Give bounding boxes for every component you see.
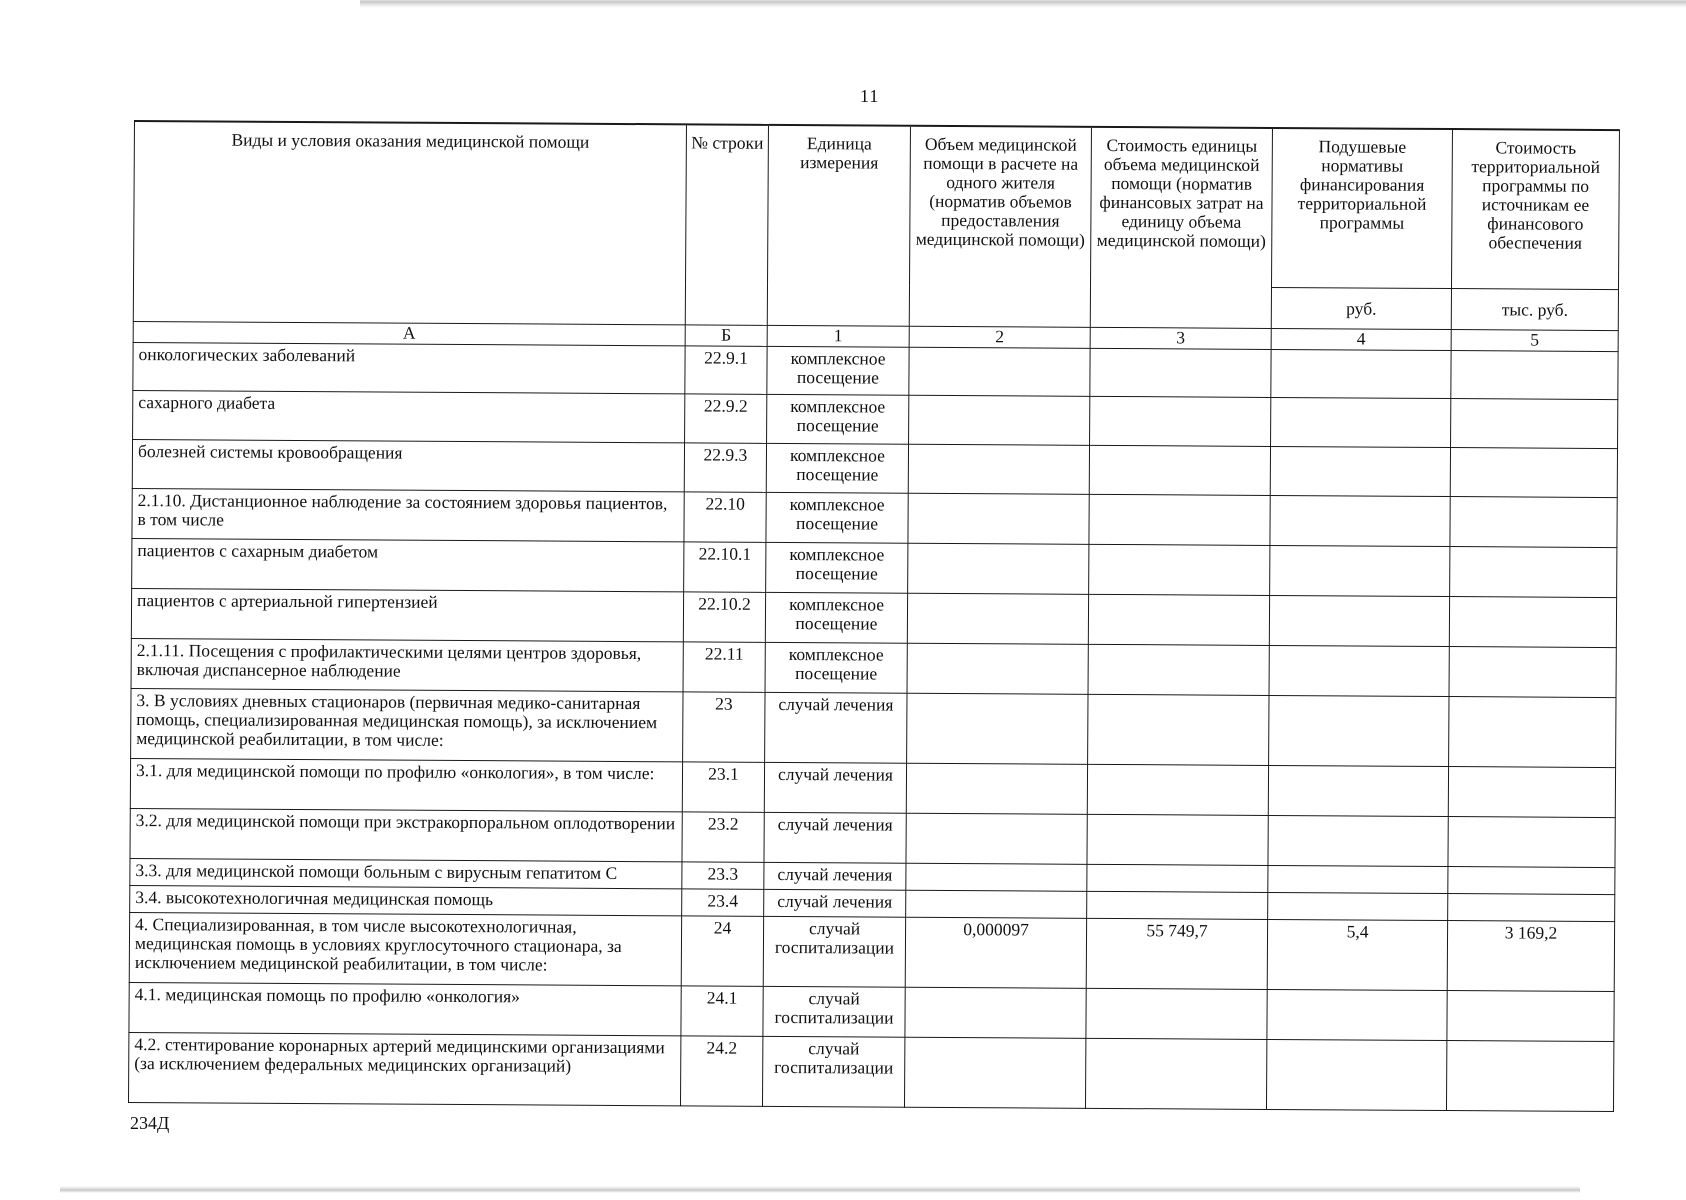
- row-per-capita: [1269, 645, 1449, 696]
- row-program-cost: [1449, 697, 1616, 768]
- column-index: А: [133, 321, 685, 345]
- row-line-number: 24: [681, 916, 763, 986]
- row-volume: [907, 643, 1088, 694]
- row-name: 2.1.10. Дистанционное наблюдение за состоянием здоровья пациентов, в том числе: [132, 488, 684, 541]
- row-per-capita: [1270, 495, 1450, 546]
- row-unit-cost: [1089, 544, 1270, 595]
- table-row: [131, 588, 1616, 647]
- header-row: [134, 121, 1620, 290]
- row-line-number: 22.9.1: [685, 346, 767, 395]
- table-row: [129, 912, 1614, 991]
- row-name: 3. В условиях дневных стационаров (первичная медико-санитарная помощь, специализированная медицинская помощь), за исключением медицинской реабилитации, в том числе:: [131, 688, 683, 761]
- row-unit: случай госпитализации: [762, 1036, 904, 1107]
- header-unit-cost: Стоимость единицы объема медицинской помощи (норматив финансовых затрат на единицу объема медицинской помощи): [1090, 127, 1272, 329]
- row-per-capita: [1271, 397, 1451, 447]
- row-unit: комплексное посещение: [767, 394, 909, 444]
- row-unit-cost: [1085, 1038, 1266, 1109]
- table-row: [132, 439, 1617, 497]
- row-program-cost: [1448, 894, 1615, 922]
- row-name: 3.2. для медицинской помощи при экстракорпоральном оплодотворении: [130, 808, 682, 861]
- page-number: 11: [860, 86, 880, 106]
- row-unit: случай лечения: [764, 812, 906, 863]
- row-volume: [907, 593, 1088, 644]
- row-program-cost: [1446, 1041, 1613, 1112]
- column-index: 5: [1451, 330, 1618, 352]
- document-code: 234Д: [130, 1113, 170, 1133]
- row-line-number: 22.11: [683, 642, 765, 692]
- row-name: 4.2. стентирование коронарных артерий медицинскими организациями (за исключением федеральных медицинских организаций): [128, 1032, 680, 1105]
- row-volume: [905, 987, 1086, 1038]
- row-unit: комплексное посещение: [765, 642, 907, 693]
- row-volume: [909, 395, 1090, 445]
- row-program-cost: [1448, 767, 1615, 818]
- row-per-capita: [1268, 815, 1448, 866]
- row-volume: [908, 493, 1089, 544]
- row-name: болезней системы кровообращения: [132, 439, 684, 491]
- row-unit: случай лечения: [764, 762, 906, 813]
- row-line-number: 24.2: [680, 1036, 762, 1106]
- row-name: 4.1. медицинская помощь по профилю «онкология»: [129, 982, 681, 1035]
- row-program-cost: [1447, 991, 1614, 1042]
- table-row: [131, 688, 1616, 767]
- row-per-capita: [1271, 349, 1451, 398]
- row-line-number: 23.3: [682, 862, 764, 890]
- scan-edge-bottom: [60, 1186, 1580, 1193]
- row-unit-cost: [1089, 494, 1270, 545]
- row-line-number: 24.1: [681, 986, 763, 1037]
- scan-edge-top: [360, 0, 1686, 8]
- row-name: онкологических заболеваний: [133, 342, 685, 393]
- row-program-cost: [1449, 597, 1616, 648]
- header-unit-thousand-rub: тыс. руб.: [1451, 289, 1618, 331]
- row-program-cost: [1450, 497, 1617, 548]
- row-program-cost: [1450, 448, 1617, 498]
- row-per-capita: [1268, 765, 1448, 816]
- row-unit-cost: [1088, 694, 1269, 765]
- row-unit-cost: [1087, 891, 1268, 919]
- row-line-number: 23.1: [682, 762, 764, 813]
- row-name: 3.1. для медицинской помощи по профилю «онкология», в том числе:: [130, 758, 682, 811]
- row-unit-cost: [1088, 594, 1269, 645]
- row-unit: комплексное посещение: [765, 592, 907, 643]
- row-per-capita: [1268, 892, 1448, 920]
- table-row: [131, 638, 1616, 697]
- row-line-number: 22.9.2: [685, 394, 767, 444]
- row-unit-cost: [1086, 988, 1267, 1039]
- row-per-capita: [1267, 989, 1447, 1040]
- row-name: 3.4. высокотехнологичная медицинская помощь: [130, 885, 682, 915]
- row-unit: случай лечения: [765, 692, 907, 763]
- row-per-capita: [1270, 446, 1450, 496]
- header-per-capita: Подушевые нормативы финансирования территориальной программы: [1271, 128, 1452, 289]
- row-per-capita: [1269, 695, 1449, 766]
- row-volume: [906, 890, 1087, 918]
- row-unit-cost: [1087, 764, 1268, 815]
- row-unit-cost: [1089, 445, 1270, 495]
- row-program-cost: [1451, 351, 1618, 400]
- row-unit: комплексное посещение: [766, 443, 908, 493]
- row-per-capita: [1270, 545, 1450, 596]
- table-row: [130, 758, 1615, 817]
- header-unit-rub: руб.: [1271, 287, 1451, 329]
- row-unit-cost: [1087, 864, 1268, 892]
- row-name: 3.3. для медицинской помощи больным с вирусным гепатитом С: [130, 858, 682, 888]
- row-volume: [907, 693, 1088, 764]
- row-unit: комплексное посещение: [766, 492, 908, 543]
- column-index: 2: [909, 326, 1090, 348]
- row-volume: [904, 1037, 1085, 1108]
- row-name: сахарного диабета: [133, 390, 685, 442]
- table-row: [133, 390, 1618, 448]
- row-unit: комплексное посещение: [767, 346, 909, 395]
- row-line-number: 23.4: [682, 889, 764, 917]
- row-unit: комплексное посещение: [766, 542, 908, 593]
- row-line-number: 22.10.2: [683, 592, 765, 643]
- row-unit: случай госпитализации: [763, 916, 905, 987]
- row-line-number: 22.10: [684, 492, 766, 542]
- row-per-capita: 5,4: [1267, 919, 1447, 990]
- row-line-number: 23.2: [682, 812, 764, 862]
- header-program-cost: Стоимость территориальной программы по источникам ее финансового обеспечения: [1451, 129, 1619, 290]
- row-program-cost: [1449, 647, 1616, 698]
- column-index: 3: [1090, 327, 1271, 349]
- row-volume: [906, 813, 1087, 864]
- row-line-number: 22.10.1: [684, 542, 766, 593]
- row-name: 4. Специализированная, в том числе высокотехнологичная, медицинская помощь в условиях круглосуточного стационара, за исключением медицинской реабилитации, в том числе:: [129, 912, 681, 985]
- row-program-cost: [1450, 547, 1617, 598]
- column-index: 4: [1271, 328, 1451, 350]
- row-volume: [908, 543, 1089, 594]
- row-per-capita: [1268, 865, 1448, 893]
- table-row: [130, 808, 1615, 867]
- row-unit-cost: [1090, 396, 1271, 446]
- row-name: пациентов с сахарным диабетом: [132, 538, 684, 591]
- row-volume: [906, 863, 1087, 891]
- row-program-cost: [1448, 867, 1615, 895]
- row-per-capita: [1266, 1039, 1446, 1110]
- row-program-cost: 3 169,2: [1447, 921, 1614, 992]
- table-row: [132, 538, 1617, 597]
- table-row: [128, 1032, 1613, 1111]
- table-container: [128, 120, 1619, 1112]
- row-unit: случай лечения: [764, 889, 906, 917]
- row-line-number: 22.9.3: [684, 443, 766, 493]
- row-volume: [906, 763, 1087, 814]
- row-name: 2.1.11. Посещения с профилактическими целями центров здоровья, включая диспансерное наблюдение: [131, 638, 683, 691]
- row-program-cost: [1448, 817, 1615, 868]
- table-body: [128, 342, 1618, 1111]
- row-per-capita: [1269, 595, 1449, 646]
- row-unit-cost: 55 749,7: [1086, 918, 1267, 989]
- row-unit: случай лечения: [764, 862, 906, 890]
- table-row: [129, 982, 1614, 1041]
- row-line-number: 23: [683, 692, 765, 762]
- row-unit: случай госпитализации: [763, 986, 905, 1037]
- header-volume: Объем медицинской помощи в расчете на одного жителя (норматив объемов предоставления медицинской помощи): [909, 126, 1091, 328]
- header-unit: Единица измерения: [767, 125, 910, 326]
- row-volume: [908, 444, 1089, 494]
- row-volume: [909, 347, 1090, 396]
- column-index: Б: [685, 325, 767, 347]
- row-unit-cost: [1087, 814, 1268, 865]
- row-volume: 0,000097: [905, 917, 1086, 988]
- table-row: [132, 488, 1617, 547]
- row-program-cost: [1451, 399, 1618, 449]
- row-unit-cost: [1088, 644, 1269, 695]
- header-type-of-care: Виды и условия оказания медицинской помощи: [133, 121, 686, 325]
- row-unit-cost: [1090, 348, 1271, 397]
- header-line-number: № строки: [685, 124, 768, 325]
- row-name: пациентов с артериальной гипертензией: [131, 588, 683, 641]
- medical-assistance-table: [128, 120, 1620, 1112]
- column-index: 1: [767, 325, 909, 347]
